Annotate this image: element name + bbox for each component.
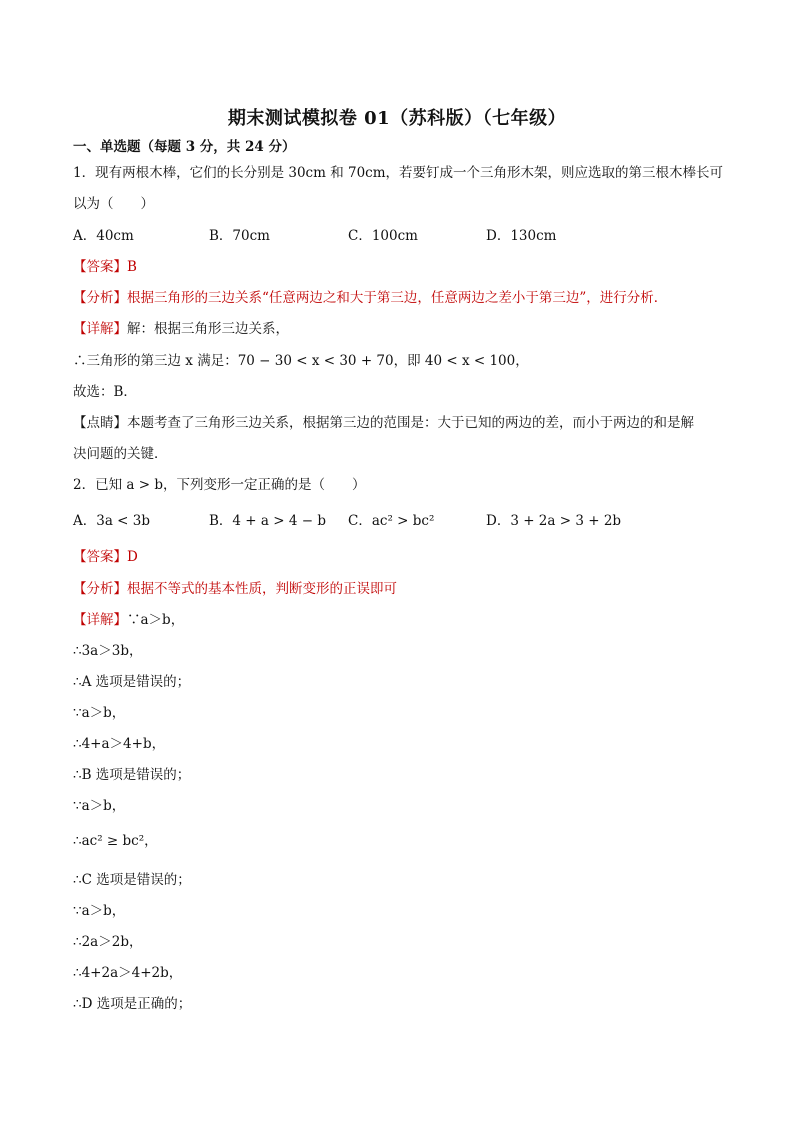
page-title: 期末测试模拟卷 01（苏科版）（七年级） [227, 108, 567, 129]
q1-stem-line2: 以为（ ） [73, 196, 154, 212]
q2-analysis: 【分析】根据不等式的基本性质，判断变形的正误即可 [73, 581, 397, 597]
q2-step: ∴D 选项是正确的； [73, 996, 192, 1012]
q2-detail [73, 611, 184, 629]
q2-option-a: A．3a < 3b [73, 513, 151, 529]
q2-detail-text: ∵a＞b， [127, 612, 185, 628]
section-heading: 一、单选题（每题 3 分，共 24 分） [73, 139, 296, 155]
q2-step: ∵a＞b， [73, 798, 126, 814]
q2-option-d: D．3 + 2a > 3 + 2b [486, 513, 622, 529]
q2-option-c: C．ac² > bc² [348, 513, 435, 529]
q2-step: ∴C 选项是错误的； [73, 872, 191, 888]
q2-stem: 2．已知 a > b，下列变形一定正确的是（ ） [73, 477, 366, 493]
q2-step: ∴ac² ≥ bc²， [73, 833, 158, 849]
q2-step: ∴4+a＞4+b， [73, 736, 166, 752]
q1-detail-text: 解：根据三角形三边关系， [127, 321, 289, 337]
q1-option-b: B．70cm [209, 228, 270, 244]
q1-step1: ∴三角形的第三边 x 满足：70 − 30 < x < 30 + 70，即 40 < x < 100， [73, 353, 529, 369]
q2-option-b: B．4 + a > 4 − b [209, 513, 326, 529]
q1-step2: 故选：B． [73, 384, 137, 400]
q1-analysis-text: 【分析】根据三角形的三边关系“任意两边之和大于第三边，任意两边之差小于第三边”，进行分析． [73, 290, 668, 306]
q1-detail-label: 【详解】 [73, 321, 127, 337]
q2-step: ∴2a＞2b， [73, 934, 143, 950]
q1-option-d: D．130cm [486, 228, 557, 244]
q1-stem-line1: 1．现有两根木棒，它们的长分别是 30cm 和 70cm，若要钉成一个三角形木架，则应选取的第三根木棒长可 [73, 165, 724, 181]
q1-comment-line2: 决问题的关键． [73, 446, 168, 462]
q1-comment-line1: 【点睛】本题考查了三角形三边关系，根据第三边的范围是：大于已知的两边的差，而小于两边的和是解 [73, 415, 694, 431]
q2-step: ∴4+2a＞4+2b， [73, 965, 183, 981]
q1-answer: 【答案】B [73, 259, 137, 275]
q1-detail [73, 320, 289, 338]
q2-step: ∴A 选项是错误的； [73, 674, 191, 690]
q2-detail-label: 【详解】 [73, 612, 127, 628]
q1-option-a: A．40cm [73, 228, 134, 244]
q1-analysis [73, 289, 667, 307]
q2-step: ∴B 选项是错误的； [73, 767, 191, 783]
q2-step: ∴3a＞3b， [73, 643, 143, 659]
q2-step: ∵a＞b， [73, 903, 126, 919]
q1-option-c: C．100cm [348, 228, 418, 244]
q2-step: ∵a＞b， [73, 705, 126, 721]
q2-answer: 【答案】D [73, 549, 138, 565]
